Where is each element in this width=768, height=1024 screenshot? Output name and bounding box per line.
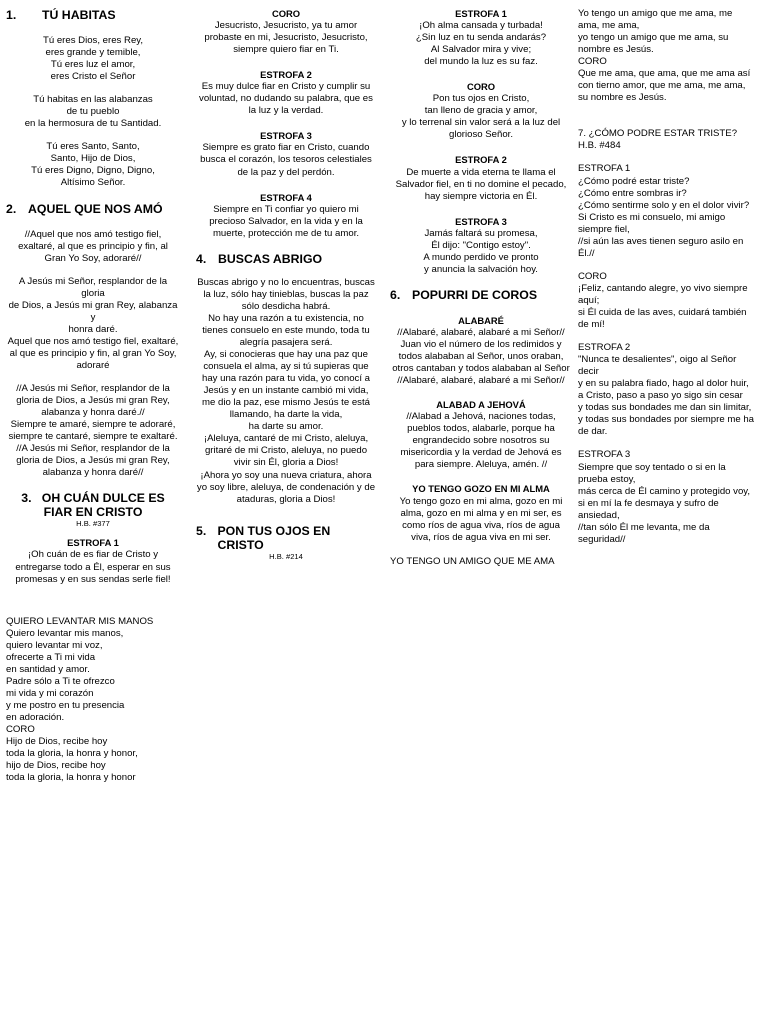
song-3-reference: H.B. #377 bbox=[76, 519, 110, 529]
song-5-header bbox=[196, 524, 376, 552]
song-3-estrofa-4: Siempre en Ti confiar yo quiero mi precioso Salvador, en la vida y en la muerte, protección me de tu amor. bbox=[209, 203, 363, 239]
song-3-coro-title: CORO bbox=[271, 8, 301, 19]
song-3-estrofa-3: Siempre es grato fiar en Cristo, cuando busca el corazón, los tesoros celestiales de la paz y del perdón. bbox=[200, 142, 372, 178]
song-5-estrofa-1: ¡Oh alma cansada y turbada! ¿Sin luz en tu senda andarás? Al Salvador mira y vive; del mundo la luz es su faz. bbox=[415, 20, 547, 68]
song-7-header: 7. ¿CÓMO PODRE ESTAR TRISTE? H.B. #484 bbox=[578, 128, 738, 152]
song-2-title: AQUEL QUE NOS AMÓ bbox=[28, 201, 163, 216]
song-7-coro: CORO ¡Feliz, cantando alegre, yo vivo siempre aquí; si Él cuida de las aves, cuidará también de mí! bbox=[578, 270, 748, 331]
alabare-lyrics: //Alabaré, alabaré, alabaré a mi Señor// Juan vio el número de los redimidos y todos alababan al Señor, unos oraban, otros cantaban y todos alababan al Señor //Alabaré, alabaré, alabaré a mi Señor// bbox=[392, 326, 570, 387]
song-5-estrofa-1-title: ESTROFA 1 bbox=[455, 8, 507, 19]
gozo-title: YO TENGO GOZO EN MI ALMA bbox=[412, 483, 550, 495]
song-3-coro: Jesucristo, Jesucristo, ya tu amor probaste en mi, Jesucristo, Jesucristo, siempre quiero fiar en Ti. bbox=[204, 20, 368, 56]
amigo-heading: YO TENGO UN AMIGO QUE ME AMA bbox=[390, 555, 555, 567]
song-4-lyrics: Buscas abrigo y no lo encuentras, buscas la luz, sólo hay tinieblas, buscas la paz sólo desdicha habrá. No hay una razón a tu existencia, no tienes consuelo en este mundo, toda tu alegría pasajera será. Ay, si conocieras que hay una paz que consuela el alma, ay si tú supieras que hay una razón para tu vida, yo conocí a Jesús y en un instante cambió mi vida, me dio la paz, ese mismo Jesús te está llamando, ha darte la vida, ha darte su amor. ¡Aleluya, cantaré de mi Cristo, aleluya, gritaré de mi Cristo, aleluya, no puedo vivir sin Él, gloria a Dios! ¡Ahora yo soy una nueva criatura, ahora yo soy libre, aleluya, de condenación y de ataduras, gloria a Dios! bbox=[196, 276, 376, 505]
song-6-number: 6. bbox=[390, 287, 401, 302]
song-3-title: OH CUÁN DULCE ES FIAR EN CRISTO bbox=[41, 491, 165, 520]
song-5-number: 5. bbox=[196, 523, 207, 538]
column-4 bbox=[578, 8, 762, 557]
song-1-header bbox=[6, 8, 180, 22]
song-5-estrofa-3: Jamás faltará su promesa, Él dijo: "Contigo estoy". A mundo perdido ve pronto y anuncia la salvación hoy. bbox=[423, 227, 539, 275]
gozo-lyrics: Yo tengo gozo en mi alma, gozo en mi alma, gozo en mi alma y en mi ser, es como ríos de agua viva, ríos de agua viva, ríos de agua viva en mi ser. bbox=[399, 495, 563, 543]
quiero-levantar-block: QUIERO LEVANTAR MIS MANOS Quiero levantar mis manos, quiero levantar mi voz, ofrecerte a Ti mi vida en santidad y amor. Padre sólo a Ti te ofrezco mi vida y mi corazón y me postro en tu presencia en adoración. CORO Hijo de Dios, recibe hoy toda la gloria, la honra y honor, hijo de Dios, recibe hoy toda la gloria, la honra y honor bbox=[6, 615, 154, 784]
song-2-verse-3: //A Jesús mi Señor, resplandor de la gloria de Dios, a Jesús mi gran Rey, alabanza y honra daré.// Siempre te amaré, siempre te adoraré, siempre te cantaré, siempre te exaltaré. //A Jesús mi Señor, resplandor de la gloria de Dios, a Jesús mi gran Rey, alabanza y honra daré// bbox=[8, 383, 178, 479]
song-2-header bbox=[6, 202, 180, 216]
song-5-estrofa-2-title: ESTROFA 2 bbox=[455, 154, 507, 166]
song-1-number: 1. bbox=[6, 8, 17, 22]
song-7-estrofa-3: ESTROFA 3 Siempre que soy tentado o si en la prueba estoy, más cerca de Él camino y protegido voy, si en mí la fe desmaya y sufro de ansiedad, //tan sólo Él me levanta, me da seguridad// bbox=[578, 449, 751, 545]
song-5-title: PON TUS OJOS EN CRISTO bbox=[217, 523, 331, 552]
song-5-coro-title: CORO bbox=[466, 81, 496, 93]
song-2-number: 2. bbox=[6, 201, 17, 216]
song-5-estrofa-2: De muerte a vida eterna te llama el Salvador fiel, en ti no domine el pecado, hay siempre victoria en Él. bbox=[395, 166, 567, 202]
song-6-header bbox=[390, 288, 572, 302]
alabad-jehova-lyrics: //Alabad a Jehová, naciones todas, pueblos todos, alabarle, porque ha engrandecido sobre nosotros su misericordia y la verdad de Jehová es para siempre. Aleluya, amén. // bbox=[400, 411, 562, 471]
song-4-title: BUSCAS ABRIGO bbox=[218, 251, 323, 266]
song-7-estrofa-2: ESTROFA 2 "Nunca te desalientes", oigo al Señor decir y en su palabra fiado, hago al dolor huir, a Cristo, paso a paso yo sigo sin cesar y todas sus bondades me dan sin limitar, y todas sus bondades por siempre me ha de dar. bbox=[578, 342, 754, 438]
song-1-verse-3: Tú eres Santo, Santo, Santo, Hijo de Dios, Tú eres Digno, Digno, Digno, Altísimo Señor. bbox=[31, 141, 155, 189]
alabad-jehova-title: ALABAD A JEHOVÁ bbox=[436, 399, 526, 411]
song-2-verse-2: A Jesús mi Señor, resplandor de la gloria de Dios, a Jesús mi gran Rey, alabanza y honra daré. Aquel que nos amó testigo fiel, exaltaré, al que es principio y fin, al gran Yo Soy, adoraré bbox=[7, 275, 179, 371]
song-3-estrofa-3-title: ESTROFA 3 bbox=[260, 130, 312, 142]
song-4-header bbox=[196, 252, 376, 266]
column-1 bbox=[6, 8, 180, 784]
song-5-coro: Pon tus ojos en Cristo, tan lleno de gracia y amor, y lo terrenal sin valor será a la luz del glorioso Señor. bbox=[401, 93, 561, 141]
song-5-reference: H.B. #214 bbox=[269, 551, 303, 561]
song-1-verse-1: Tú eres Dios, eres Rey, eres grande y temible, Tú eres luz el amor, eres Cristo el Señor bbox=[42, 35, 144, 83]
song-2-verse-1: //Aquel que nos amó testigo fiel, exaltaré, al que es principio y fin, al Gran Yo Soy, adoraré// bbox=[18, 228, 168, 264]
song-3-estrofa-2: Es muy dulce fiar en Cristo y cumplir su voluntad, no dudando su palabra, que es la luz y la verdad. bbox=[199, 81, 373, 117]
song-7-estrofa-1: ESTROFA 1 ¿Cómo podré estar triste? ¿Cómo entre sombras ir? ¿Cómo sentirme solo y en el dolor vivir? Si Cristo es mi consuelo, mi amigo siempre fiel, //si aún las aves tienen seguro asilo en Él.// bbox=[578, 163, 750, 259]
song-3-number: 3. bbox=[21, 491, 32, 506]
column-2 bbox=[196, 8, 376, 570]
song-1-title: TÚ HABITAS bbox=[42, 8, 116, 22]
song-3-estrofa-4-title: ESTROFA 4 bbox=[260, 191, 312, 203]
song-6-title: POPURRI DE COROS bbox=[412, 287, 538, 302]
song-3-estrofa-1-title: ESTROFA 1 bbox=[67, 537, 119, 549]
amigo-lyrics: Yo tengo un amigo que me ama, me ama, me ama, yo tengo un amigo que me ama, su nombre es Jesús. CORO Que me ama, que ama, que me ama así con tierno amor, que me ama, me ama, su nombre es Jesús. bbox=[578, 8, 751, 104]
song-5-estrofa-3-title: ESTROFA 3 bbox=[455, 215, 507, 227]
song-1-verse-2: Tú habitas en las alabanzas de tu pueblo en la hermosura de tu Santidad. bbox=[24, 94, 162, 130]
song-3-header bbox=[6, 491, 180, 519]
alabare-title: ALABARÉ bbox=[458, 314, 504, 326]
song-4-number: 4. bbox=[196, 251, 207, 266]
column-3 bbox=[390, 8, 572, 568]
song-3-estrofa-1: ¡Oh cuán de es fiar de Cristo y entregarse todo a Él, esperar en sus promesas y en sus sendas serle fiel! bbox=[15, 549, 171, 585]
song-3-estrofa-2-title: ESTROFA 2 bbox=[260, 69, 312, 81]
